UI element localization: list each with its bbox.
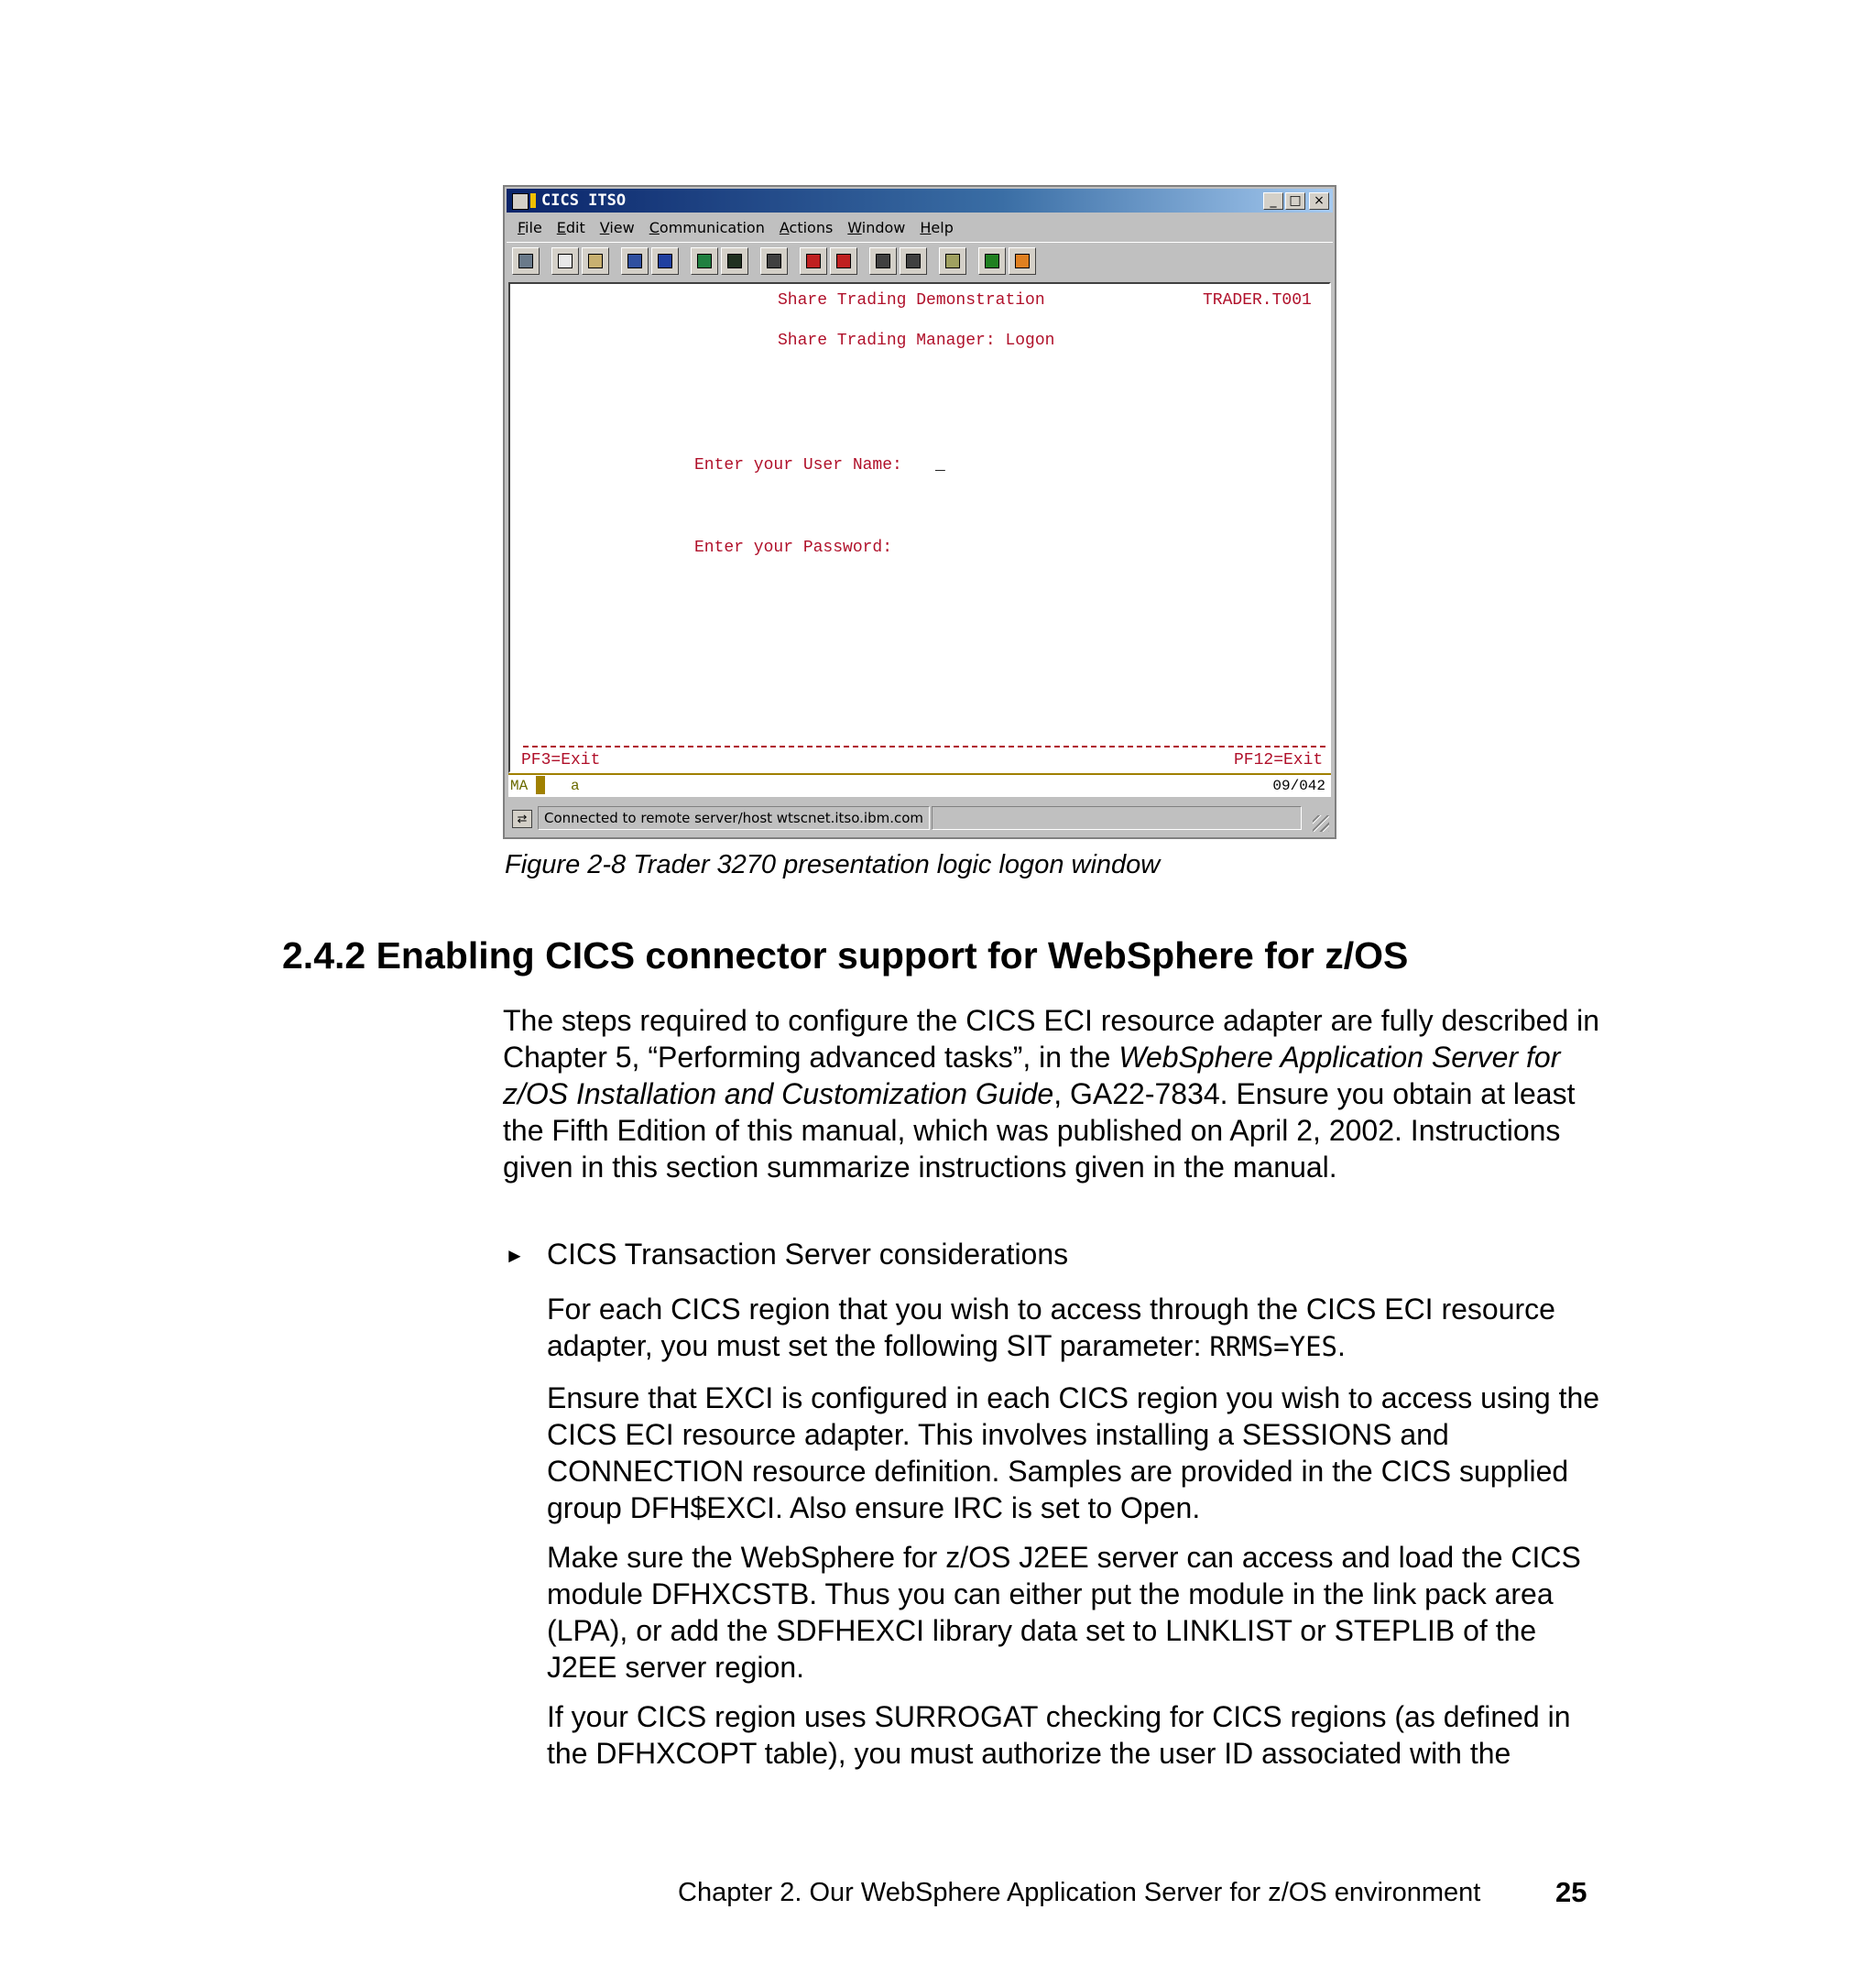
stop-macro-icon[interactable]: [830, 247, 857, 275]
section-heading: 2.4.2 Enabling CICS connector support for WebSphere for z/OS: [282, 934, 1409, 977]
operator-info-area: [508, 773, 1331, 797]
window-title: CICS ITSO: [541, 191, 627, 210]
record-macro-icon[interactable]: [800, 247, 827, 275]
receive-file-icon[interactable]: [651, 247, 679, 275]
paragraph-exci: Ensure that EXCI is configured in each CICS region you wish to access using the CICS ECI resource adapter. This involves installing a SESSIONS and CONNECTION resource definition. Samples are provided in the CICS supplied group DFH$EXCI. Also ensure IRC is set to Open.: [547, 1381, 1600, 1524]
menu-communication[interactable]: Communication: [649, 218, 765, 236]
resize-grip-icon[interactable]: [1313, 815, 1329, 832]
macro-icon[interactable]: [760, 247, 788, 275]
print-screen-icon[interactable]: [512, 247, 540, 275]
paragraph-sit-parameter: For each CICS region that you wish to access through the CICS ECI resource adapter, you must set the following SIT parameter: RRMS=YES.: [547, 1293, 1555, 1362]
menu-actions[interactable]: Actions: [779, 218, 834, 236]
paste-icon[interactable]: [582, 247, 609, 275]
clipboard-icon[interactable]: [939, 247, 966, 275]
menu-edit[interactable]: Edit: [556, 218, 585, 236]
send-file-icon[interactable]: [621, 247, 649, 275]
globe-icon[interactable]: [978, 247, 1006, 275]
pf12-exit-key[interactable]: PF12=Exit: [1234, 751, 1324, 769]
maximize-button[interactable]: □: [1285, 192, 1305, 210]
app-icon-flag: [530, 193, 536, 208]
paragraph-dfhxcstb: Make sure the WebSphere for z/OS J2EE server can access and load the CICS module DFHXCSTB. Thus you can either put the module in the link pack area (LPA), or add the SDFHEXCI library data set to LINKLIST or STEPLIB of the J2EE server region.: [547, 1541, 1581, 1684]
pause-macro-icon[interactable]: [900, 247, 927, 275]
toolbar: [507, 242, 1333, 279]
status-pane: [932, 806, 1302, 830]
intro-paragraph: The steps required to configure the CICS ECI resource adapter are fully described in Chapter 5, “Performing advanced tasks”, in the WebSphere Application Server for z/OS Installation and Customization Guide, GA22-7834. Ensure you obtain at least the Fifth Edition of this manual, which was published on April 2, 2002. Instructions given in this section summarize instructions given in the manual.: [503, 1004, 1600, 1184]
bullet-arrow-icon: ►: [505, 1244, 525, 1267]
figure-caption: Figure 2-8 Trader 3270 presentation logic logon window: [505, 850, 1161, 879]
password-label: Enter your Password:: [694, 539, 893, 557]
separator-line: [523, 746, 1325, 747]
pf3-exit-key[interactable]: PF3=Exit: [521, 751, 601, 769]
cursor-position: 09/042: [1272, 778, 1325, 794]
minimize-button[interactable]: _: [1263, 192, 1283, 210]
screen-subtitle: Share Trading Manager: Logon: [778, 332, 1055, 350]
page-number: 25: [1555, 1876, 1587, 1908]
keypad-icon[interactable]: [721, 247, 748, 275]
window-titlebar: [507, 189, 1333, 213]
copy-icon[interactable]: [551, 247, 579, 275]
oia-indicator-block: [536, 776, 545, 794]
connection-icon: ⇄: [512, 810, 532, 828]
guide-title: WebSphere Application Server for z/OS Installation and Customization Guide: [503, 1041, 1561, 1110]
app-icon: [512, 193, 529, 210]
bullet-title: CICS Transaction Server considerations: [547, 1238, 1069, 1271]
menu-view[interactable]: View: [599, 218, 635, 236]
menu-help[interactable]: Help: [920, 218, 954, 236]
close-button[interactable]: ×: [1309, 192, 1329, 210]
user-name-field[interactable]: _: [935, 456, 945, 475]
screen-title: Share Trading Demonstration: [778, 291, 1045, 310]
oia-mode: MA: [510, 778, 529, 794]
display-icon[interactable]: [691, 247, 718, 275]
status-bar: [507, 799, 1333, 835]
terminal-screen[interactable]: [508, 282, 1331, 773]
code-rrms: RRMS=YES: [1209, 1331, 1338, 1362]
connection-status: Connected to remote server/host wtscnet.itso.ibm.com: [538, 806, 930, 830]
cics-terminal-window: [503, 185, 1336, 839]
play-macro-icon[interactable]: [869, 247, 897, 275]
terminal-id: TRADER.T001: [1203, 291, 1312, 310]
menu-window[interactable]: Window: [847, 218, 906, 236]
help-icon[interactable]: [1009, 247, 1036, 275]
menu-bar: [507, 214, 1333, 240]
oia-indicator: a: [571, 778, 580, 794]
paragraph-surrogat: If your CICS region uses SURROGAT checking for CICS regions (as defined in the DFHXCOPT table), you must authorize the user ID associated with the: [547, 1700, 1571, 1770]
footer-chapter: Chapter 2. Our WebSphere Application Server for z/OS environment: [678, 1878, 1481, 1907]
user-name-label: Enter your User Name:: [694, 456, 902, 475]
menu-file[interactable]: File: [518, 218, 542, 236]
